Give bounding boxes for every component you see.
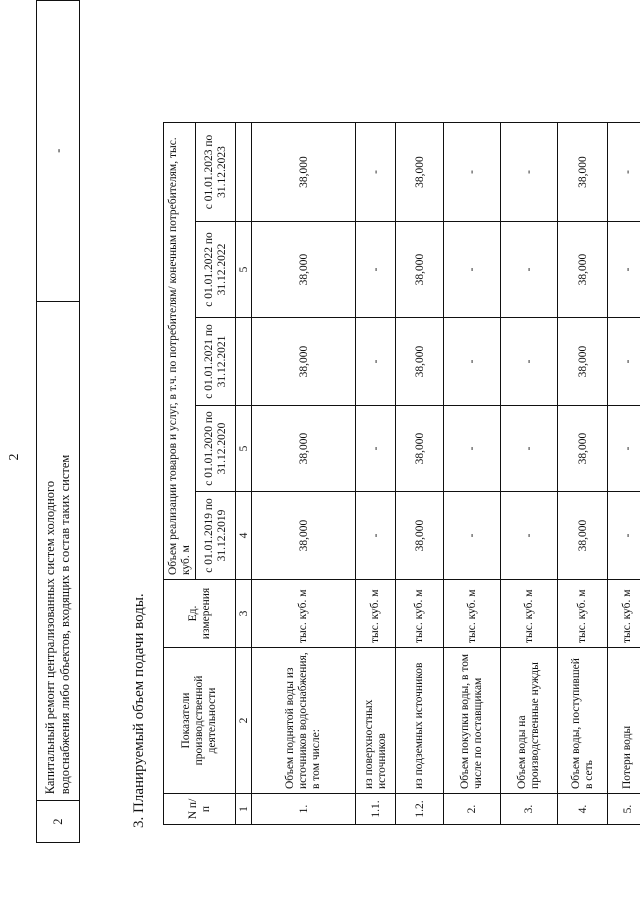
section-title: 3. Планируемый объем подачи воды. [131, 593, 147, 828]
row-indicator-name: Объем покупки воды, в том числе по поставщикам [444, 648, 501, 794]
repair-value: - [37, 1, 80, 302]
row-indicator-name: Объем поднятой воды из источников водоснабжения, в том числе: [252, 648, 356, 794]
table-body [252, 123, 640, 825]
row-unit: тыс. куб. м [356, 580, 396, 648]
row-value: 38,000 [252, 318, 356, 406]
row-unit: тыс. куб. м [252, 580, 356, 648]
row-value: 38,000 [396, 222, 444, 318]
column-number: 5 [236, 222, 252, 318]
row-number: 4. [558, 794, 608, 825]
row-value: - [356, 492, 396, 580]
row-value: - [356, 123, 396, 222]
row-value: - [444, 406, 501, 492]
row-unit: тыс. куб. м [501, 580, 558, 648]
row-value: 38,000 [396, 123, 444, 222]
column-number [236, 123, 252, 222]
row-value: 38,000 [252, 222, 356, 318]
header-indicators: Показатели производственной деятельности [164, 648, 236, 794]
repair-description-line1: Капитальный ремонт централизованных систем холодного [43, 480, 57, 795]
column-number: 1 [236, 794, 252, 825]
table-row [356, 123, 396, 825]
row-unit: тыс. куб. м [608, 580, 640, 648]
table-row [37, 1, 80, 843]
column-number: 3 [236, 580, 252, 648]
column-number-row [236, 123, 252, 825]
row-value: 38,000 [252, 406, 356, 492]
row-value: - [444, 123, 501, 222]
row-value: - [608, 492, 640, 580]
row-indicator-name: Объем воды на производственные нужды [501, 648, 558, 794]
header-unit: Ед. измерения [164, 580, 236, 648]
table-row [608, 123, 640, 825]
row-value: - [608, 406, 640, 492]
repair-description-line2: водоснабжения либо объектов, входящих в состав таких систем [58, 454, 72, 795]
column-number [236, 318, 252, 406]
table-row [558, 123, 608, 825]
row-indicator-name: из подземных источников [396, 648, 444, 794]
row-indicator-name: из поверхностных источников [356, 648, 396, 794]
row-value: - [444, 318, 501, 406]
repair-table [36, 0, 80, 843]
row-unit: тыс. куб. м [444, 580, 501, 648]
row-value: 38,000 [558, 492, 608, 580]
row-value: - [356, 222, 396, 318]
row-value: - [608, 318, 640, 406]
row-value: - [356, 406, 396, 492]
row-unit: тыс. куб. м [396, 580, 444, 648]
header-period: с 01.01.2021 по 31.12.2021 [196, 318, 236, 406]
row-value: 38,000 [252, 123, 356, 222]
row-number: 3. [501, 794, 558, 825]
row-unit: тыс. куб. м [558, 580, 608, 648]
row-value: - [356, 318, 396, 406]
table-row [396, 123, 444, 825]
table-row [501, 123, 558, 825]
row-number: 2. [444, 794, 501, 825]
column-number: 4 [236, 492, 252, 580]
row-value: - [608, 222, 640, 318]
row-value: 38,000 [558, 406, 608, 492]
water-supply-table [163, 122, 640, 825]
row-value: 38,000 [558, 222, 608, 318]
row-value: 38,000 [558, 318, 608, 406]
row-value: 38,000 [252, 492, 356, 580]
header-period: с 01.01.2019 по 31.12.2019 [196, 492, 236, 580]
row-value: - [501, 123, 558, 222]
column-number: 2 [236, 648, 252, 794]
header-period: с 01.01.2023 по 31.12.2023 [196, 123, 236, 222]
row-indicator-name: Объем воды, поступившей в сеть [558, 648, 608, 794]
row-value: 38,000 [558, 123, 608, 222]
header-period: с 01.01.2020 по 31.12.2020 [196, 406, 236, 492]
row-value: - [608, 123, 640, 222]
header-volume: Объем реализации товаров и услуг, в т.ч. по потребителям/ конечным потребителям, тыс. куб. м [164, 123, 196, 580]
row-number: 1.1. [356, 794, 396, 825]
page-number: 2 [7, 453, 22, 461]
row-number: 2 [37, 801, 80, 843]
row-number: 1.2. [396, 794, 444, 825]
repair-description [37, 301, 80, 801]
row-value: - [501, 222, 558, 318]
header-period: с 01.01.2022 по 31.12.2022 [196, 222, 236, 318]
row-number: 5. [608, 794, 640, 825]
row-value: - [501, 406, 558, 492]
table-row [252, 123, 356, 825]
row-indicator-name: Потери воды [608, 648, 640, 794]
row-number: 1. [252, 794, 356, 825]
row-value: - [501, 318, 558, 406]
header-n: N п/п [164, 794, 236, 825]
row-value: 38,000 [396, 492, 444, 580]
row-value: 38,000 [396, 406, 444, 492]
row-value: - [444, 492, 501, 580]
table-row [444, 123, 501, 825]
row-value: 38,000 [396, 318, 444, 406]
row-value: - [444, 222, 501, 318]
column-number: 5 [236, 406, 252, 492]
header-row-1 [164, 123, 196, 825]
row-value: - [501, 492, 558, 580]
